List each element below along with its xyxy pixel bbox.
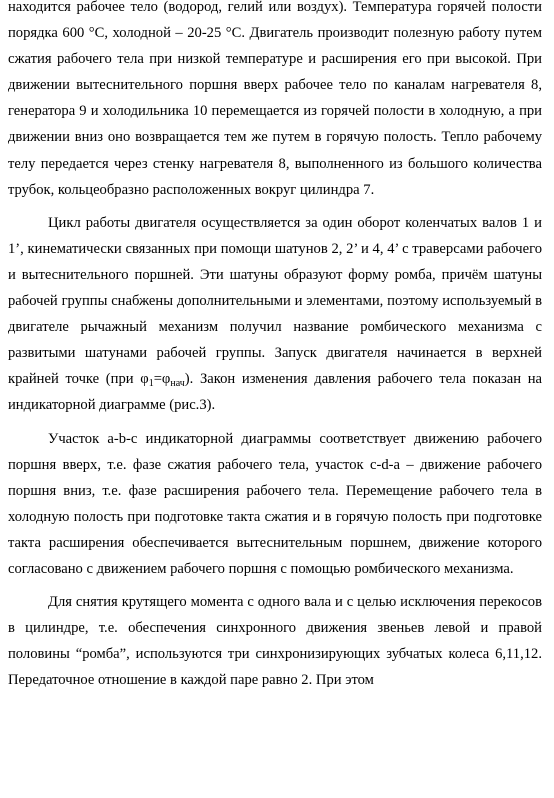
- paragraph-2-text-before: Цикл работы двигателя осуществляется за один оборот коленчатых валов 1 и 1’, кинематически связанных при помощи шатунов 2, 2’ и 4, 4’ с траверсами рабочего и вытеснительного поршней. Эти шатуны образуют форму ромба, причём шатуны рабочей группы снабжены дополнительными и элементами, поэтому используемый в двигателе рычажный механизм получил название ромбического механизма с развитыми шатунами рабочей группы. Запуск двигателя начинается в верхней крайней точке (при φ: [8, 214, 542, 388]
- subscript-1: 1: [148, 378, 154, 390]
- paragraph-1: находится рабочее тело (водород, гелий или воздух). Температура горячей полости порядка 600 °С, холодной – 20-25 °С. Двигатель производит полезную работу путем сжатия рабочего тела при низкой температуре и расширения его при высокой. При движении вытеснительного поршня вверх рабочее тело по каналам нагревателя 8, генератора 9 и холодильника 10 перемещается из горячей полости в холодную, а при движении вниз оно возвращается тем же путем в горячую полость. Тепло рабочему телу передается через стенку нагревателя 8, выполненного из большого количества трубок, кольцеобразно расположенных вокруг цилиндра 7.: [8, 0, 542, 198]
- paragraph-2-text-mid: =φ: [153, 371, 171, 388]
- document-page: [8, 0, 542, 693]
- paragraph-2: [8, 210, 542, 419]
- subscript-nach: нач: [170, 378, 185, 390]
- paragraph-3: Участок a-b-c индикаторной диаграммы соответствует движению рабочего поршня вверх, т.е. фазе сжатия рабочего тела, участок c-d-a – движение рабочего поршня вниз, т.е. фазе расширения рабочего тела. Перемещение рабочего тела в холодную полость при подготовке такта сжатия и в горячую полость при подготовке такта расширения обеспечивается вытеснительным поршнем, движение которого согласовано с движением рабочего поршня с помощью ромбического механизма.: [8, 430, 542, 577]
- paragraph-2-text-after: ). Закон изменения давления рабочего тела показан на индикаторной диаграмме (рис.3).: [8, 371, 542, 414]
- paragraph-4: Для снятия крутящего момента с одного вала и с целью исключения перекосов в цилиндре, т.е. обеспечения синхронного движения звеньев левой и правой половины “ромба”, используются три синхронизирующих зубчатых колеса 6,11,12. Передаточное отношение в каждой паре равно 2. При этом: [8, 594, 542, 689]
